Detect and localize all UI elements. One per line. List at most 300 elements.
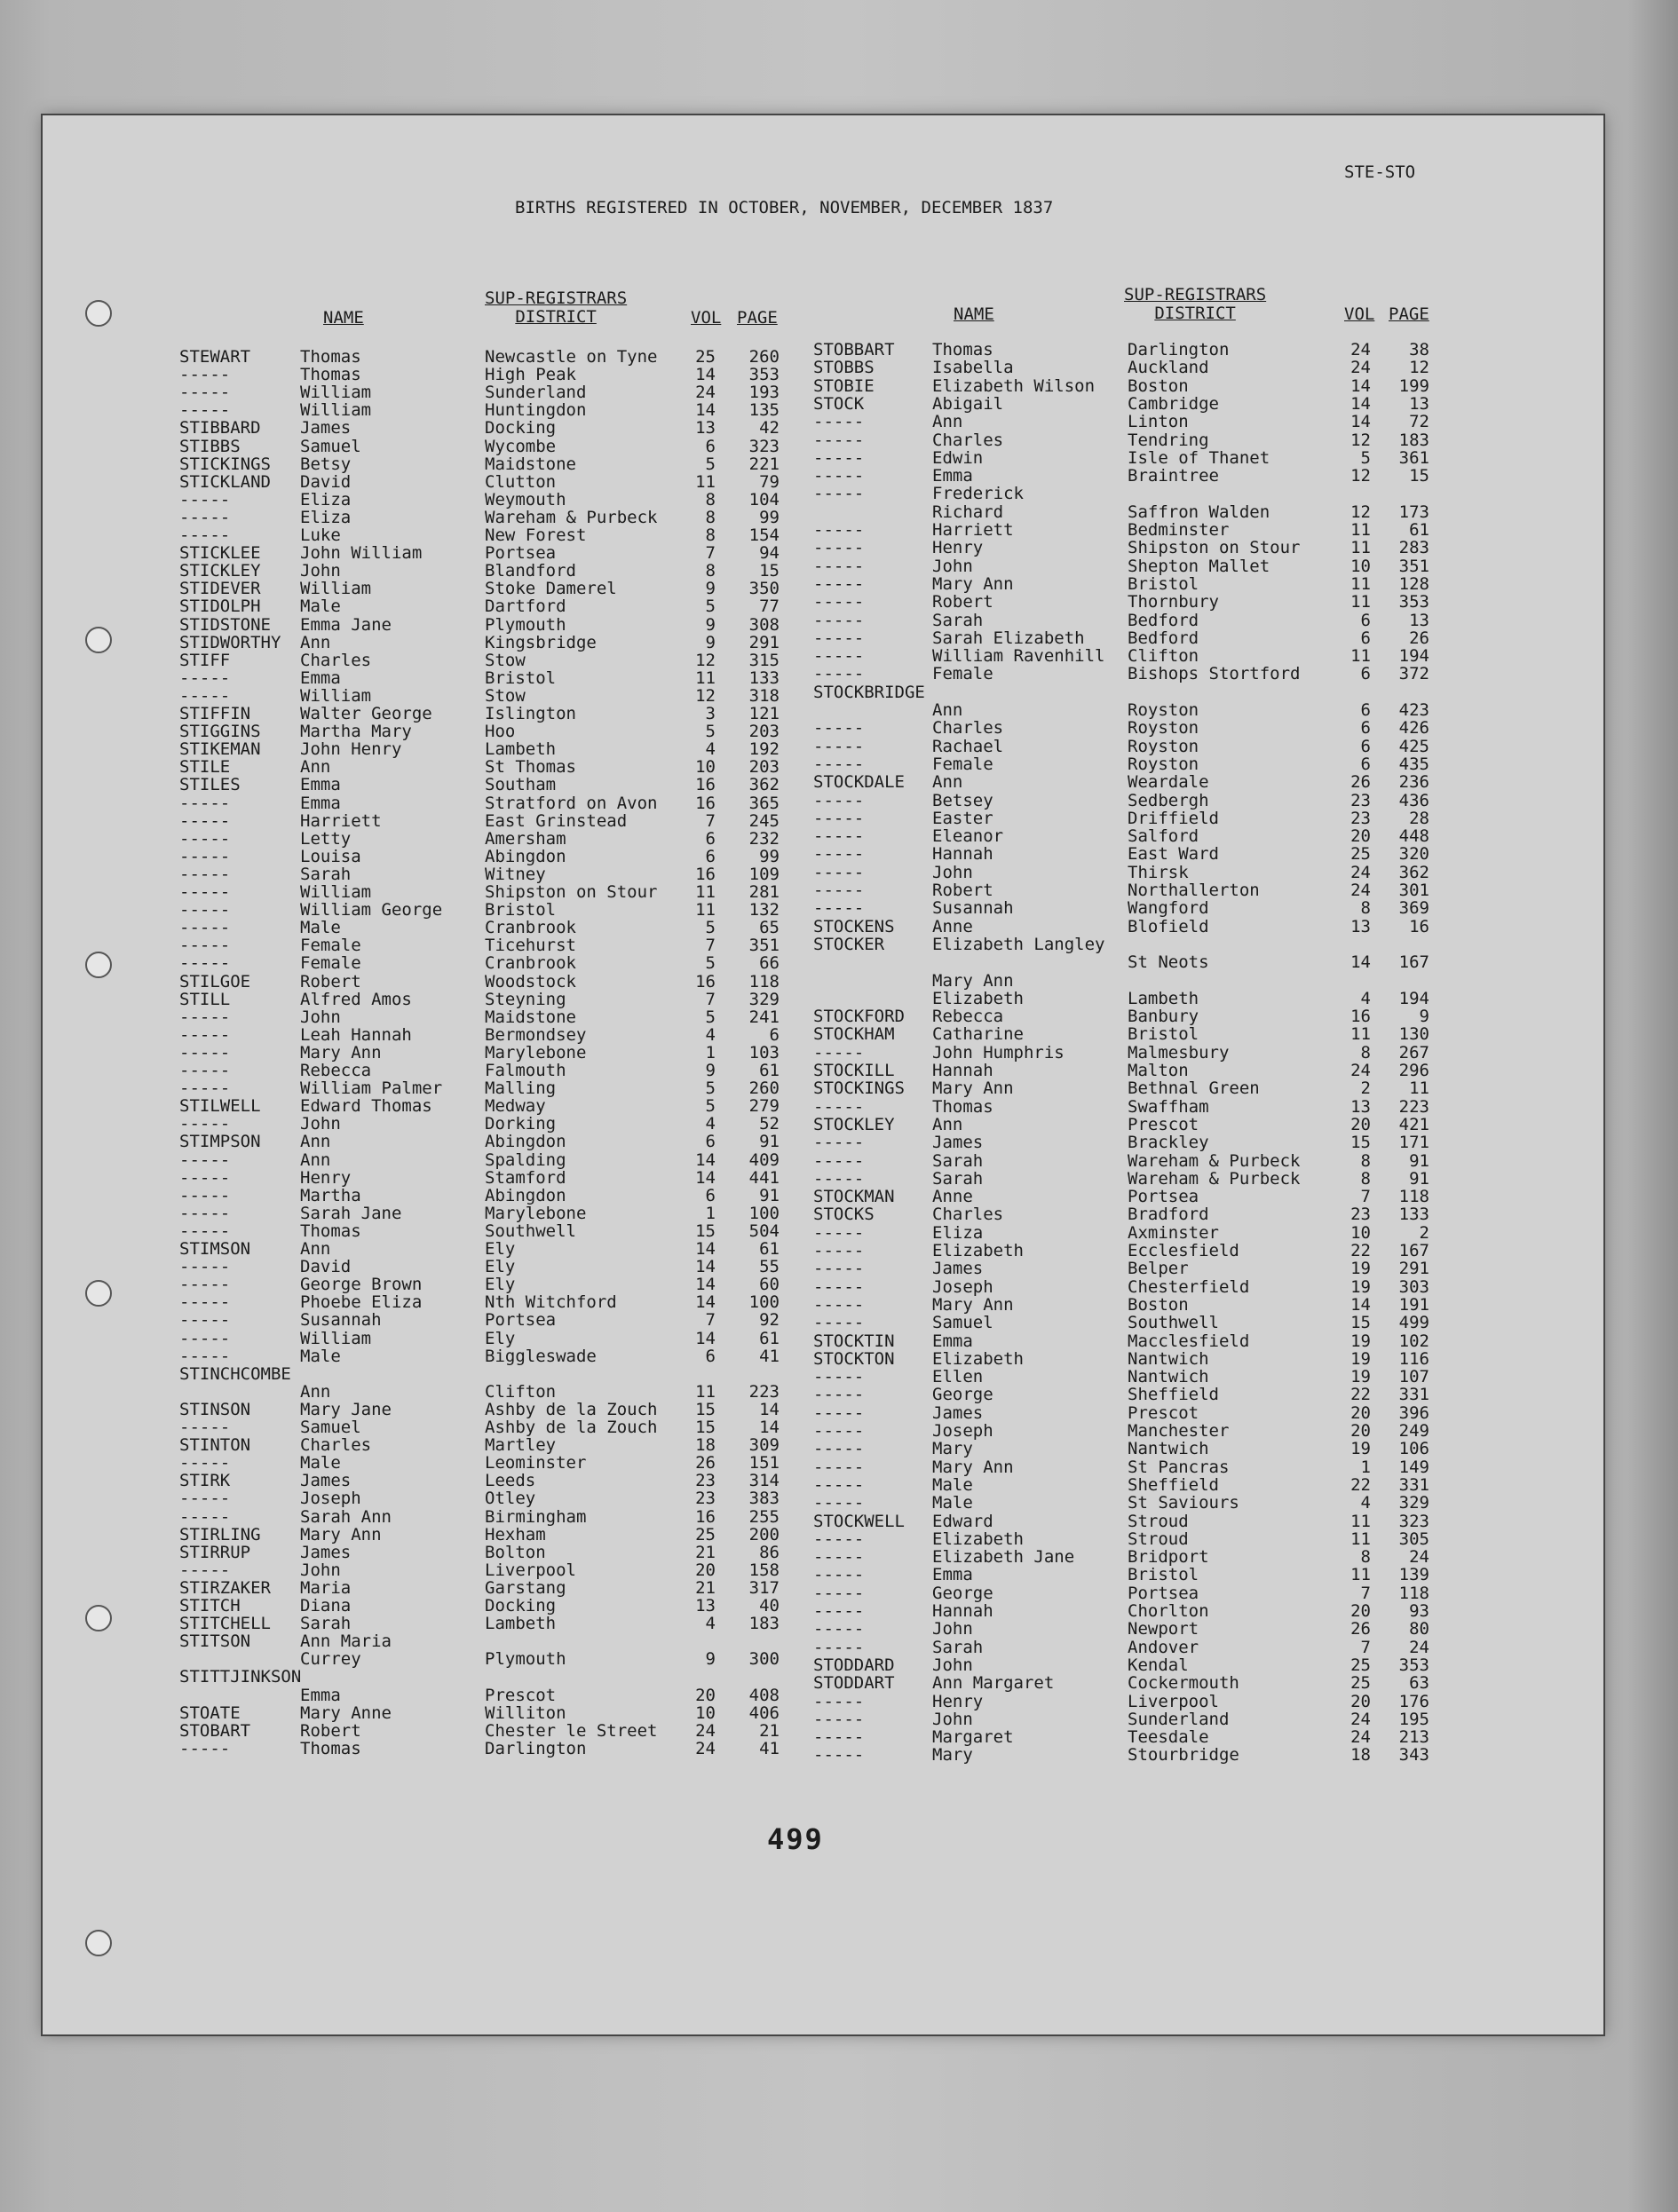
entry-vol: 25 bbox=[695, 1524, 716, 1544]
entry-surname: ----- bbox=[813, 1150, 865, 1171]
entry-forename: Ann Margaret bbox=[932, 1673, 1055, 1694]
entry-vol: 20 bbox=[1350, 826, 1371, 847]
entry-district: Dartford bbox=[485, 596, 566, 617]
entry-vol: 4 bbox=[705, 1614, 716, 1634]
entry-forename: Mary Ann bbox=[300, 1524, 382, 1544]
entry-district: Ashby de la Zouch bbox=[485, 1418, 658, 1437]
entry-surname: ----- bbox=[813, 1727, 865, 1748]
entry-vol: 13 bbox=[695, 418, 716, 438]
entry-page: 79 bbox=[759, 471, 780, 492]
register-entry bbox=[43, 377, 1603, 395]
entry-surname: ----- bbox=[179, 810, 231, 831]
entry-forename: Sarah bbox=[300, 1614, 352, 1634]
register-entry bbox=[43, 1185, 1603, 1207]
entry-forename: Phoebe Eliza bbox=[300, 1292, 423, 1313]
entry-surname: ----- bbox=[179, 1024, 231, 1045]
entry-surname: ----- bbox=[813, 1709, 865, 1729]
entry-vol: 24 bbox=[1350, 881, 1371, 900]
entry-vol: 10 bbox=[695, 1702, 716, 1723]
entry-forename: William bbox=[300, 1328, 372, 1348]
entry-page: 441 bbox=[748, 1167, 780, 1188]
entry-page: 91 bbox=[1409, 1168, 1429, 1189]
entry-vol: 8 bbox=[1360, 1150, 1371, 1171]
entry-district: St Thomas bbox=[485, 757, 576, 778]
entry-surname: STITSON bbox=[179, 1631, 251, 1652]
entry-forename: Elizabeth Langley bbox=[932, 934, 1105, 954]
entry-forename: Hannah bbox=[932, 1061, 993, 1080]
entry-district: Nantwich bbox=[1128, 1348, 1209, 1369]
entry-surname: ----- bbox=[813, 1385, 865, 1405]
entry-page: 26 bbox=[1409, 628, 1429, 648]
entry-district: Woodstock bbox=[485, 971, 576, 991]
entry-forename: Emma bbox=[932, 1565, 973, 1585]
entry-surname: STICKLEE bbox=[179, 543, 261, 564]
entry-page: 24 bbox=[1409, 1637, 1429, 1657]
entry-page: 93 bbox=[1409, 1601, 1429, 1621]
entry-page: 329 bbox=[748, 989, 780, 1009]
entry-vol: 24 bbox=[1350, 340, 1371, 359]
register-entry bbox=[43, 1728, 1603, 1746]
entry-surname: ----- bbox=[813, 466, 865, 486]
entry-vol: 9 bbox=[705, 1061, 716, 1080]
register-entry bbox=[43, 683, 1603, 701]
entry-district: Manchester bbox=[1128, 1421, 1230, 1441]
entry-vol: 15 bbox=[1350, 1313, 1371, 1333]
entry-vol: 11 bbox=[695, 900, 716, 920]
entry-forename: Male bbox=[300, 1346, 341, 1366]
entry-district: Bedford bbox=[1128, 610, 1199, 630]
entry-vol: 7 bbox=[705, 989, 716, 1009]
entry-vol: 15 bbox=[695, 1418, 716, 1437]
entry-forename: Elizabeth Wilson bbox=[932, 375, 1096, 396]
entry-page: 425 bbox=[1398, 736, 1429, 756]
entry-surname: ----- bbox=[813, 484, 865, 504]
entry-forename: Emma bbox=[300, 668, 341, 688]
entry-vol: 19 bbox=[1350, 1367, 1371, 1387]
entry-surname: STOBBS bbox=[813, 358, 875, 378]
entry-vol: 20 bbox=[1350, 1601, 1371, 1621]
entry-surname: ----- bbox=[813, 573, 865, 594]
entry-vol: 24 bbox=[1350, 1061, 1371, 1080]
entry-surname: ----- bbox=[179, 1275, 231, 1295]
entry-surname: STOCKILL bbox=[813, 1061, 895, 1080]
entry-vol: 14 bbox=[1350, 1294, 1371, 1315]
entry-page: 38 bbox=[1409, 340, 1429, 359]
entry-surname: ----- bbox=[179, 953, 231, 974]
entry-district: Bedford bbox=[1128, 628, 1199, 648]
entry-district: Sheffield bbox=[1128, 1474, 1219, 1495]
entry-forename: William Palmer bbox=[300, 1078, 443, 1099]
entry-forename: Emma bbox=[300, 775, 341, 795]
entry-forename: Easter bbox=[932, 808, 993, 828]
entry-page: 241 bbox=[748, 1007, 780, 1027]
entry-district: Newport bbox=[1128, 1619, 1199, 1639]
entry-vol: 13 bbox=[695, 1596, 716, 1616]
entry-vol: 8 bbox=[1360, 1168, 1371, 1189]
entry-surname: ----- bbox=[813, 808, 865, 828]
entry-vol: 7 bbox=[1360, 1187, 1371, 1207]
entry-district: Ely bbox=[485, 1257, 516, 1277]
entry-surname: ----- bbox=[813, 1493, 865, 1513]
entry-page: 303 bbox=[1398, 1276, 1429, 1297]
entry-vol: 5 bbox=[705, 1007, 716, 1027]
register-entry bbox=[43, 1548, 1603, 1566]
entry-forename: Margaret bbox=[932, 1727, 1014, 1748]
entry-forename: Joseph bbox=[932, 1421, 993, 1441]
entry-page: 107 bbox=[1398, 1367, 1429, 1387]
entry-district: Huntingdon bbox=[485, 400, 587, 421]
entry-district: Bolton bbox=[485, 1542, 546, 1562]
entry-surname: STINSON bbox=[179, 1399, 251, 1419]
right-vol-header: VOL bbox=[1344, 304, 1375, 324]
entry-vol: 9 bbox=[705, 579, 716, 599]
entry-district: Lambeth bbox=[485, 739, 557, 760]
entry-surname: ----- bbox=[179, 1078, 231, 1099]
entry-forename: Henry bbox=[300, 1167, 352, 1188]
entry-surname: ----- bbox=[179, 918, 231, 938]
entry-page: 91 bbox=[1409, 1150, 1429, 1171]
entry-forename: Maria bbox=[300, 1577, 352, 1598]
entry-district: Amersham bbox=[485, 828, 566, 849]
entry-forename: John bbox=[300, 561, 341, 581]
entry-vol: 11 bbox=[1350, 592, 1371, 612]
entry-forename: Eleanor bbox=[932, 826, 1004, 847]
entry-surname: ----- bbox=[813, 1637, 865, 1657]
entry-surname: STILL bbox=[179, 989, 231, 1009]
entry-vol: 7 bbox=[1360, 1637, 1371, 1657]
entry-forename: William bbox=[300, 882, 372, 902]
entry-page: 139 bbox=[1398, 1565, 1429, 1585]
entry-surname: STIRK bbox=[179, 1471, 231, 1491]
entry-surname: STIMSON bbox=[179, 1239, 251, 1259]
entry-page: 435 bbox=[1398, 754, 1429, 774]
entry-district: Chester le Street bbox=[485, 1720, 658, 1741]
entry-forename: Sarah Jane bbox=[300, 1203, 402, 1223]
entry-district: Royston bbox=[1128, 736, 1199, 756]
entry-vol: 23 bbox=[695, 1489, 716, 1509]
register-entry bbox=[43, 1025, 1603, 1043]
register-entry bbox=[43, 665, 1603, 683]
entry-surname: ----- bbox=[813, 898, 865, 919]
entry-forename: Ellen bbox=[932, 1367, 984, 1387]
entry-forename: Richard bbox=[932, 502, 1004, 522]
entry-forename: Sarah bbox=[300, 864, 352, 884]
register-entry bbox=[43, 341, 1603, 359]
entry-page: 396 bbox=[1398, 1402, 1429, 1423]
register-entry bbox=[43, 467, 1603, 485]
entry-district: Portsea bbox=[1128, 1187, 1199, 1207]
entry-forename: Edward bbox=[932, 1511, 993, 1531]
entry-surname: ----- bbox=[179, 1061, 231, 1080]
entry-vol: 2 bbox=[1360, 1078, 1371, 1099]
entry-vol: 7 bbox=[705, 543, 716, 564]
entry-district: Malton bbox=[1128, 1061, 1189, 1080]
entry-vol: 4 bbox=[1360, 988, 1371, 1008]
entry-district: Bristol bbox=[485, 668, 557, 688]
register-entry bbox=[43, 790, 1603, 813]
entry-vol: 9 bbox=[705, 614, 716, 635]
entry-forename: Alfred Amos bbox=[300, 989, 412, 1009]
register-entry bbox=[43, 773, 1603, 791]
entry-district: Plymouth bbox=[485, 614, 566, 635]
entry-vol: 14 bbox=[1350, 952, 1371, 973]
entry-surname: ----- bbox=[179, 793, 231, 813]
register-entry bbox=[43, 485, 1603, 502]
entry-forename: Ann Maria bbox=[300, 1631, 392, 1652]
entry-forename: Elizabeth bbox=[932, 1241, 1024, 1260]
entry-district: Darlington bbox=[1128, 340, 1230, 359]
entry-surname: STICKINGS bbox=[179, 454, 271, 474]
register-entry bbox=[43, 521, 1603, 539]
entry-district: Hexham bbox=[485, 1524, 546, 1544]
entry-vol: 12 bbox=[695, 650, 716, 670]
entry-forename: George Brown bbox=[300, 1275, 423, 1295]
entry-district: Cockermouth bbox=[1128, 1673, 1239, 1694]
entry-forename: Elizabeth bbox=[932, 1348, 1024, 1369]
right-district-header-line2: DISTRICT bbox=[1154, 304, 1236, 323]
entry-district: Bermondsey bbox=[485, 1024, 587, 1045]
entry-surname: ----- bbox=[813, 520, 865, 540]
entry-forename: William bbox=[300, 383, 372, 403]
entry-surname: ----- bbox=[179, 525, 231, 545]
entry-surname: ----- bbox=[179, 882, 231, 902]
entry-page: 61 bbox=[759, 1061, 780, 1080]
entry-district: Medway bbox=[485, 1096, 546, 1117]
entry-vol: 11 bbox=[695, 1381, 716, 1402]
entry-district: Chesterfield bbox=[1128, 1276, 1250, 1297]
entry-surname: ----- bbox=[813, 1474, 865, 1495]
entry-vol: 8 bbox=[705, 525, 716, 545]
register-entry bbox=[43, 1458, 1603, 1476]
entry-surname: STIRLING bbox=[179, 1524, 261, 1544]
entry-page: 86 bbox=[759, 1542, 780, 1562]
entry-district: Ely bbox=[485, 1239, 516, 1259]
entry-forename: William bbox=[300, 400, 372, 421]
entry-forename: Mary Ann bbox=[932, 1294, 1014, 1315]
entry-vol: 4 bbox=[705, 1024, 716, 1045]
entry-district: High Peak bbox=[485, 365, 576, 385]
entry-forename: Susannah bbox=[300, 1310, 382, 1331]
entry-page: 109 bbox=[748, 864, 780, 884]
entry-vol: 20 bbox=[695, 1685, 716, 1705]
register-entry bbox=[43, 1513, 1603, 1530]
entry-page: 203 bbox=[748, 757, 780, 778]
entry-vol: 16 bbox=[1350, 1007, 1371, 1027]
entry-district: Portsea bbox=[485, 1310, 557, 1331]
entry-district: Clifton bbox=[485, 1381, 557, 1402]
entry-vol: 15 bbox=[695, 1221, 716, 1241]
entry-forename: James bbox=[932, 1259, 984, 1279]
entry-district: Weymouth bbox=[485, 489, 566, 510]
entry-vol: 20 bbox=[695, 1560, 716, 1580]
entry-district: Witney bbox=[485, 864, 546, 884]
register-entry bbox=[43, 647, 1603, 665]
entry-vol: 24 bbox=[1350, 1709, 1371, 1729]
entry-vol: 11 bbox=[695, 882, 716, 902]
entry-district: Bristol bbox=[485, 900, 557, 920]
entry-forename: Elizabeth bbox=[932, 988, 1024, 1008]
entry-vol: 11 bbox=[695, 668, 716, 688]
entry-surname: ----- bbox=[179, 1310, 231, 1331]
entry-vol: 19 bbox=[1350, 1276, 1371, 1297]
page-number: 499 bbox=[767, 1822, 824, 1856]
entry-forename: Thomas bbox=[932, 1096, 993, 1117]
register-entry bbox=[43, 1476, 1603, 1494]
register-entry bbox=[43, 1134, 1603, 1151]
register-entry bbox=[43, 612, 1603, 629]
entry-surname: STITCH bbox=[179, 1596, 241, 1616]
entry-surname: ----- bbox=[179, 1738, 231, 1758]
entry-forename: Betsey bbox=[932, 790, 993, 810]
entry-page: 14 bbox=[759, 1399, 780, 1419]
entry-forename: Joseph bbox=[300, 1489, 361, 1509]
entry-forename: Female bbox=[300, 936, 361, 956]
entry-district: Nth Witchford bbox=[485, 1292, 617, 1313]
entry-vol: 11 bbox=[1350, 520, 1371, 540]
register-entry bbox=[43, 1639, 1603, 1656]
entry-surname: ----- bbox=[813, 592, 865, 612]
entry-page: 151 bbox=[748, 1453, 780, 1473]
entry-page: 158 bbox=[748, 1560, 780, 1580]
entry-forename: John bbox=[932, 1619, 973, 1639]
entry-page: 12 bbox=[1409, 358, 1429, 378]
entry-vol: 14 bbox=[695, 1275, 716, 1295]
entry-forename: Luke bbox=[300, 525, 341, 545]
entry-forename: Elizabeth bbox=[932, 1529, 1024, 1549]
entry-vol: 6 bbox=[1360, 664, 1371, 684]
entry-vol: 16 bbox=[695, 1506, 716, 1527]
entry-district: Bristol bbox=[1128, 1565, 1199, 1585]
entry-district: Nantwich bbox=[1128, 1367, 1209, 1387]
entry-page: 9 bbox=[1419, 1007, 1429, 1027]
entry-page: 130 bbox=[1398, 1024, 1429, 1045]
entry-forename: Ann bbox=[300, 757, 331, 778]
entry-surname: ----- bbox=[179, 365, 231, 385]
register-entry bbox=[43, 719, 1603, 737]
entry-forename: Robert bbox=[300, 971, 361, 991]
entry-vol: 13 bbox=[1350, 916, 1371, 936]
entry-vol: 16 bbox=[695, 864, 716, 884]
register-entry bbox=[43, 862, 1603, 884]
entry-forename: Betsy bbox=[300, 454, 352, 474]
entry-vol: 14 bbox=[1350, 412, 1371, 432]
entry-forename: Edward Thomas bbox=[300, 1096, 432, 1117]
entry-forename: Mary bbox=[932, 1745, 973, 1766]
entry-forename: John bbox=[300, 1007, 341, 1027]
entry-vol: 19 bbox=[1350, 1331, 1371, 1351]
entry-forename: Samuel bbox=[300, 1418, 361, 1437]
entry-district: Ticehurst bbox=[485, 936, 576, 956]
entry-surname: STOBBART bbox=[813, 340, 895, 359]
entry-district: Royston bbox=[1128, 754, 1199, 774]
entry-district: Royston bbox=[1128, 718, 1199, 739]
entry-surname: ----- bbox=[813, 646, 865, 667]
entry-page: 301 bbox=[1398, 881, 1429, 900]
entry-vol: 6 bbox=[705, 828, 716, 849]
register-entry bbox=[43, 1044, 1603, 1062]
entry-page: 42 bbox=[759, 418, 780, 438]
entry-page: 361 bbox=[1398, 447, 1429, 468]
entry-page: 314 bbox=[748, 1471, 780, 1491]
entry-vol: 5 bbox=[705, 454, 716, 474]
entry-page: 100 bbox=[748, 1292, 780, 1313]
entry-surname: ----- bbox=[813, 1241, 865, 1260]
entry-surname: ----- bbox=[813, 556, 865, 576]
entry-page: 77 bbox=[759, 596, 780, 617]
entry-district: Biggleswade bbox=[485, 1346, 597, 1366]
entry-vol: 26 bbox=[1350, 1619, 1371, 1639]
entry-vol: 8 bbox=[705, 489, 716, 510]
entry-page: 408 bbox=[748, 1685, 780, 1705]
entry-district: Clifton bbox=[1128, 646, 1199, 667]
entry-district: Swaffham bbox=[1128, 1096, 1209, 1117]
entry-page: 132 bbox=[748, 900, 780, 920]
entry-district: St Neots bbox=[1128, 952, 1209, 973]
entry-vol: 24 bbox=[1350, 358, 1371, 378]
entry-forename: Harriett bbox=[932, 520, 1014, 540]
register-entry bbox=[43, 359, 1603, 376]
entry-vol: 7 bbox=[705, 936, 716, 956]
entry-vol: 16 bbox=[695, 775, 716, 795]
entry-surname: ----- bbox=[179, 383, 231, 403]
entry-district: Nantwich bbox=[1128, 1439, 1209, 1459]
entry-vol: 11 bbox=[1350, 573, 1371, 594]
entry-forename: Hannah bbox=[932, 1601, 993, 1621]
entry-vol: 21 bbox=[695, 1542, 716, 1562]
entry-forename: Ann bbox=[300, 1381, 331, 1402]
entry-district: Falmouth bbox=[485, 1061, 566, 1080]
entry-district: Maidstone bbox=[485, 1007, 576, 1027]
index-range-code: STE-STO bbox=[1344, 162, 1416, 182]
entry-vol: 7 bbox=[1360, 1583, 1371, 1603]
entry-page: 91 bbox=[759, 1132, 780, 1152]
entry-forename: Mary Ann bbox=[932, 573, 1014, 594]
entry-page: 92 bbox=[759, 1310, 780, 1331]
entry-vol: 12 bbox=[1350, 430, 1371, 450]
entry-district: Docking bbox=[485, 418, 557, 438]
entry-vol: 6 bbox=[705, 846, 716, 866]
entry-page: 6 bbox=[769, 1024, 780, 1045]
entry-page: 362 bbox=[1398, 862, 1429, 882]
entry-vol: 5 bbox=[705, 1096, 716, 1117]
entry-forename: Ann bbox=[932, 412, 963, 432]
register-entry bbox=[43, 1693, 1603, 1710]
entry-vol: 9 bbox=[705, 1649, 716, 1670]
entry-vol: 22 bbox=[1350, 1474, 1371, 1495]
register-entry bbox=[43, 972, 1603, 990]
entry-forename: Sarah bbox=[932, 1637, 984, 1657]
entry-surname: ----- bbox=[179, 1149, 231, 1170]
entry-forename: Eliza bbox=[300, 489, 352, 510]
entry-page: 372 bbox=[1398, 664, 1429, 684]
entry-forename: Emma bbox=[932, 1331, 973, 1351]
entry-forename: Elizabeth Jane bbox=[932, 1547, 1075, 1568]
entry-surname: ----- bbox=[813, 1421, 865, 1441]
entry-district: Portsea bbox=[1128, 1583, 1199, 1603]
entry-forename: David bbox=[300, 471, 352, 492]
entry-page: 406 bbox=[748, 1702, 780, 1723]
entry-page: 63 bbox=[1409, 1673, 1429, 1694]
entry-page: 61 bbox=[759, 1239, 780, 1259]
entry-district: Bridport bbox=[1128, 1547, 1209, 1568]
entry-page: 60 bbox=[759, 1275, 780, 1295]
entry-vol: 8 bbox=[1360, 1042, 1371, 1063]
entry-page: 133 bbox=[1398, 1205, 1429, 1225]
register-entry bbox=[43, 1149, 1603, 1171]
entry-vol: 25 bbox=[695, 347, 716, 367]
entry-surname: ----- bbox=[813, 1439, 865, 1459]
entry-district: Marylebone bbox=[485, 1203, 587, 1223]
